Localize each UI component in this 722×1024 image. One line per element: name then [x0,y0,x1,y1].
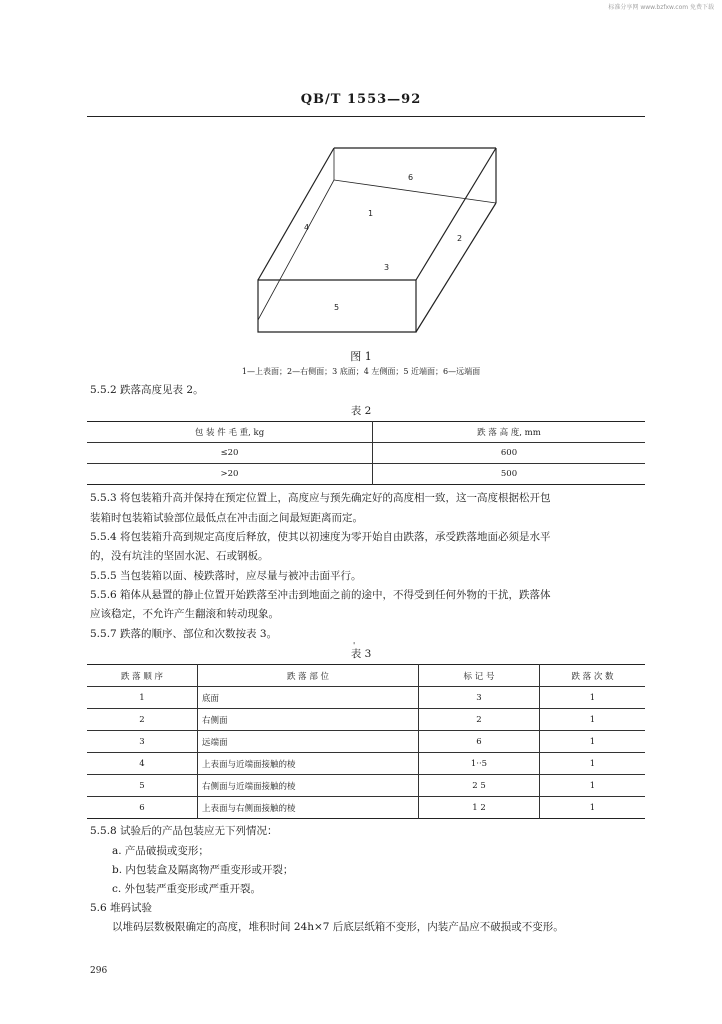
section-5-5-8: 5.5.8 试验后的产品包装应无下列情况： [90,825,278,837]
table-cell: 2 [419,709,540,731]
header-rule [87,116,645,117]
table-cell: 远端面 [198,731,419,753]
table-cell: 4 [87,753,198,775]
table-cell: 1 [589,802,596,813]
table-row [87,775,645,797]
list-item-b: b. 内包装盒及隔离物严重变形或开裂； [112,864,294,876]
label-5: 5 [334,303,340,312]
table-header-cell: 跌 落 部 位 [198,665,419,687]
edge-left-top [258,148,334,280]
table-cell: 右侧面 [198,709,419,731]
table-header-cell: 跌 落 高 度, mm [373,422,646,443]
table-cell: 5 [87,775,198,797]
watermark: 标准分享网 www.bzfxw.com 免费下载 [608,4,714,11]
section-5-5-3-line1: 5.5.3 将包装箱升高并保持在预定位置上，高度应与预先确定好的高度相一致，这一高度根据松开包 [90,492,551,504]
table-cell: 1 [540,753,646,775]
section-5-6-text: 以堆码层数极限确定的高度，堆积时间 24h×7 后底层纸箱不变形，内装产品应不破损或不变形。 [112,921,564,933]
figure-title: 图 1 [350,350,372,363]
section-5-5-7: 5.5.7 跌落的顺序、部位和次数按表 3。 [90,628,278,640]
table-cell: 500 [500,469,518,479]
table-row [87,797,645,819]
list-item-a: a. 产品破损或变形； [112,845,209,857]
table-row [87,709,645,731]
table-header-cell: 跌 落 次 数 [540,665,646,687]
table-cell: 1 [540,709,646,731]
table-row [87,687,645,709]
table-cell: ≤20 [87,443,373,464]
table-header-cell: 跌 落 顺 序 [87,665,198,687]
section-5-5-6-line1: 5.5.6 箱体从悬置的静止位置开始跌落至冲击到地面之前的途中，不得受到任何外物的干扰，跌落体 [90,589,551,601]
table-row [87,464,645,485]
section-5-5-4-line1: 5.5.4 将包装箱升高到规定高度后释放，使其以初速度为零开始自由跌落，承受跌落地面必须是水平 [90,531,551,543]
table-cell: 6 [419,731,540,753]
figure-box-diagram [250,140,510,340]
table-cell: 2 5 [419,775,540,797]
table-row [87,731,645,753]
section-5-5-6-line2: 应该稳定，不允许产生翻滚和转动现象。 [90,608,279,620]
section-5-5-2: 5.5.2 跌落高度见表 2。 [90,384,204,396]
table-cell: 3 [419,687,540,709]
table-header-cell: 标 记 号 [419,665,540,687]
stray-mark: ' [353,641,356,650]
label-2: 2 [457,234,463,243]
section-5-5-3-line2: 装箱时包装箱试验部位最低点在冲击面之间最短距离而定。 [90,512,363,524]
edge-right-bottom [416,203,496,332]
table-cell: 1 [87,687,198,709]
page-number: 296 [90,966,108,976]
page-header: QB/T 1553—92 [300,92,422,107]
table-header-cell: 包 装 件 毛 重, kg [87,422,373,443]
table-cell: 3 [87,731,198,753]
edge-inner-left [258,180,334,320]
edge-inner-back [334,180,496,203]
table-cell: 右侧面与近端面接触的棱 [198,775,419,797]
table-cell: 1 [540,775,646,797]
label-3: 3 [384,263,390,272]
table3-title: 表 3 [350,648,372,660]
table-cell: 上表面与近端面接触的棱 [198,753,419,775]
section-5-5-5: 5.5.5 当包装箱以面、棱跌落时，应尽量与被冲击面平行。 [90,570,362,582]
label-4: 4 [304,223,310,232]
list-item-c: c. 外包装严重变形或严重开裂。 [112,883,262,895]
table-cell: >20 [87,464,373,485]
table-3 [87,664,645,819]
table-cell: 2 [87,709,198,731]
edge-right-top [416,148,496,280]
section-5-6-heading: 5.6 堆码试验 [90,902,153,914]
table-2 [87,421,645,485]
table-row [87,753,645,775]
table-cell: 底面 [198,687,419,709]
table-cell: 1··5 [419,753,540,775]
table-cell: 1 [540,687,646,709]
table-header-row [87,422,645,443]
section-5-5-4-line2: 的，没有坑洼的坚固水泥、石或钢板。 [90,550,269,562]
label-1: 1 [368,209,374,218]
table-cell: 6 [87,797,198,819]
label-6: 6 [408,173,414,182]
table-row [87,443,645,464]
figure-caption: 1—上表面；2—右侧面；3 底面；4 左侧面；5 近端面；6—远端面 [241,367,481,376]
table2-title: 表 2 [350,405,372,417]
table-header-row [87,665,645,687]
table-cell: 600 [373,443,646,464]
table-cell: 上表面与右侧面接触的棱 [198,797,419,819]
table-cell: 1 2 [419,797,540,819]
table-cell: 1 [540,731,646,753]
